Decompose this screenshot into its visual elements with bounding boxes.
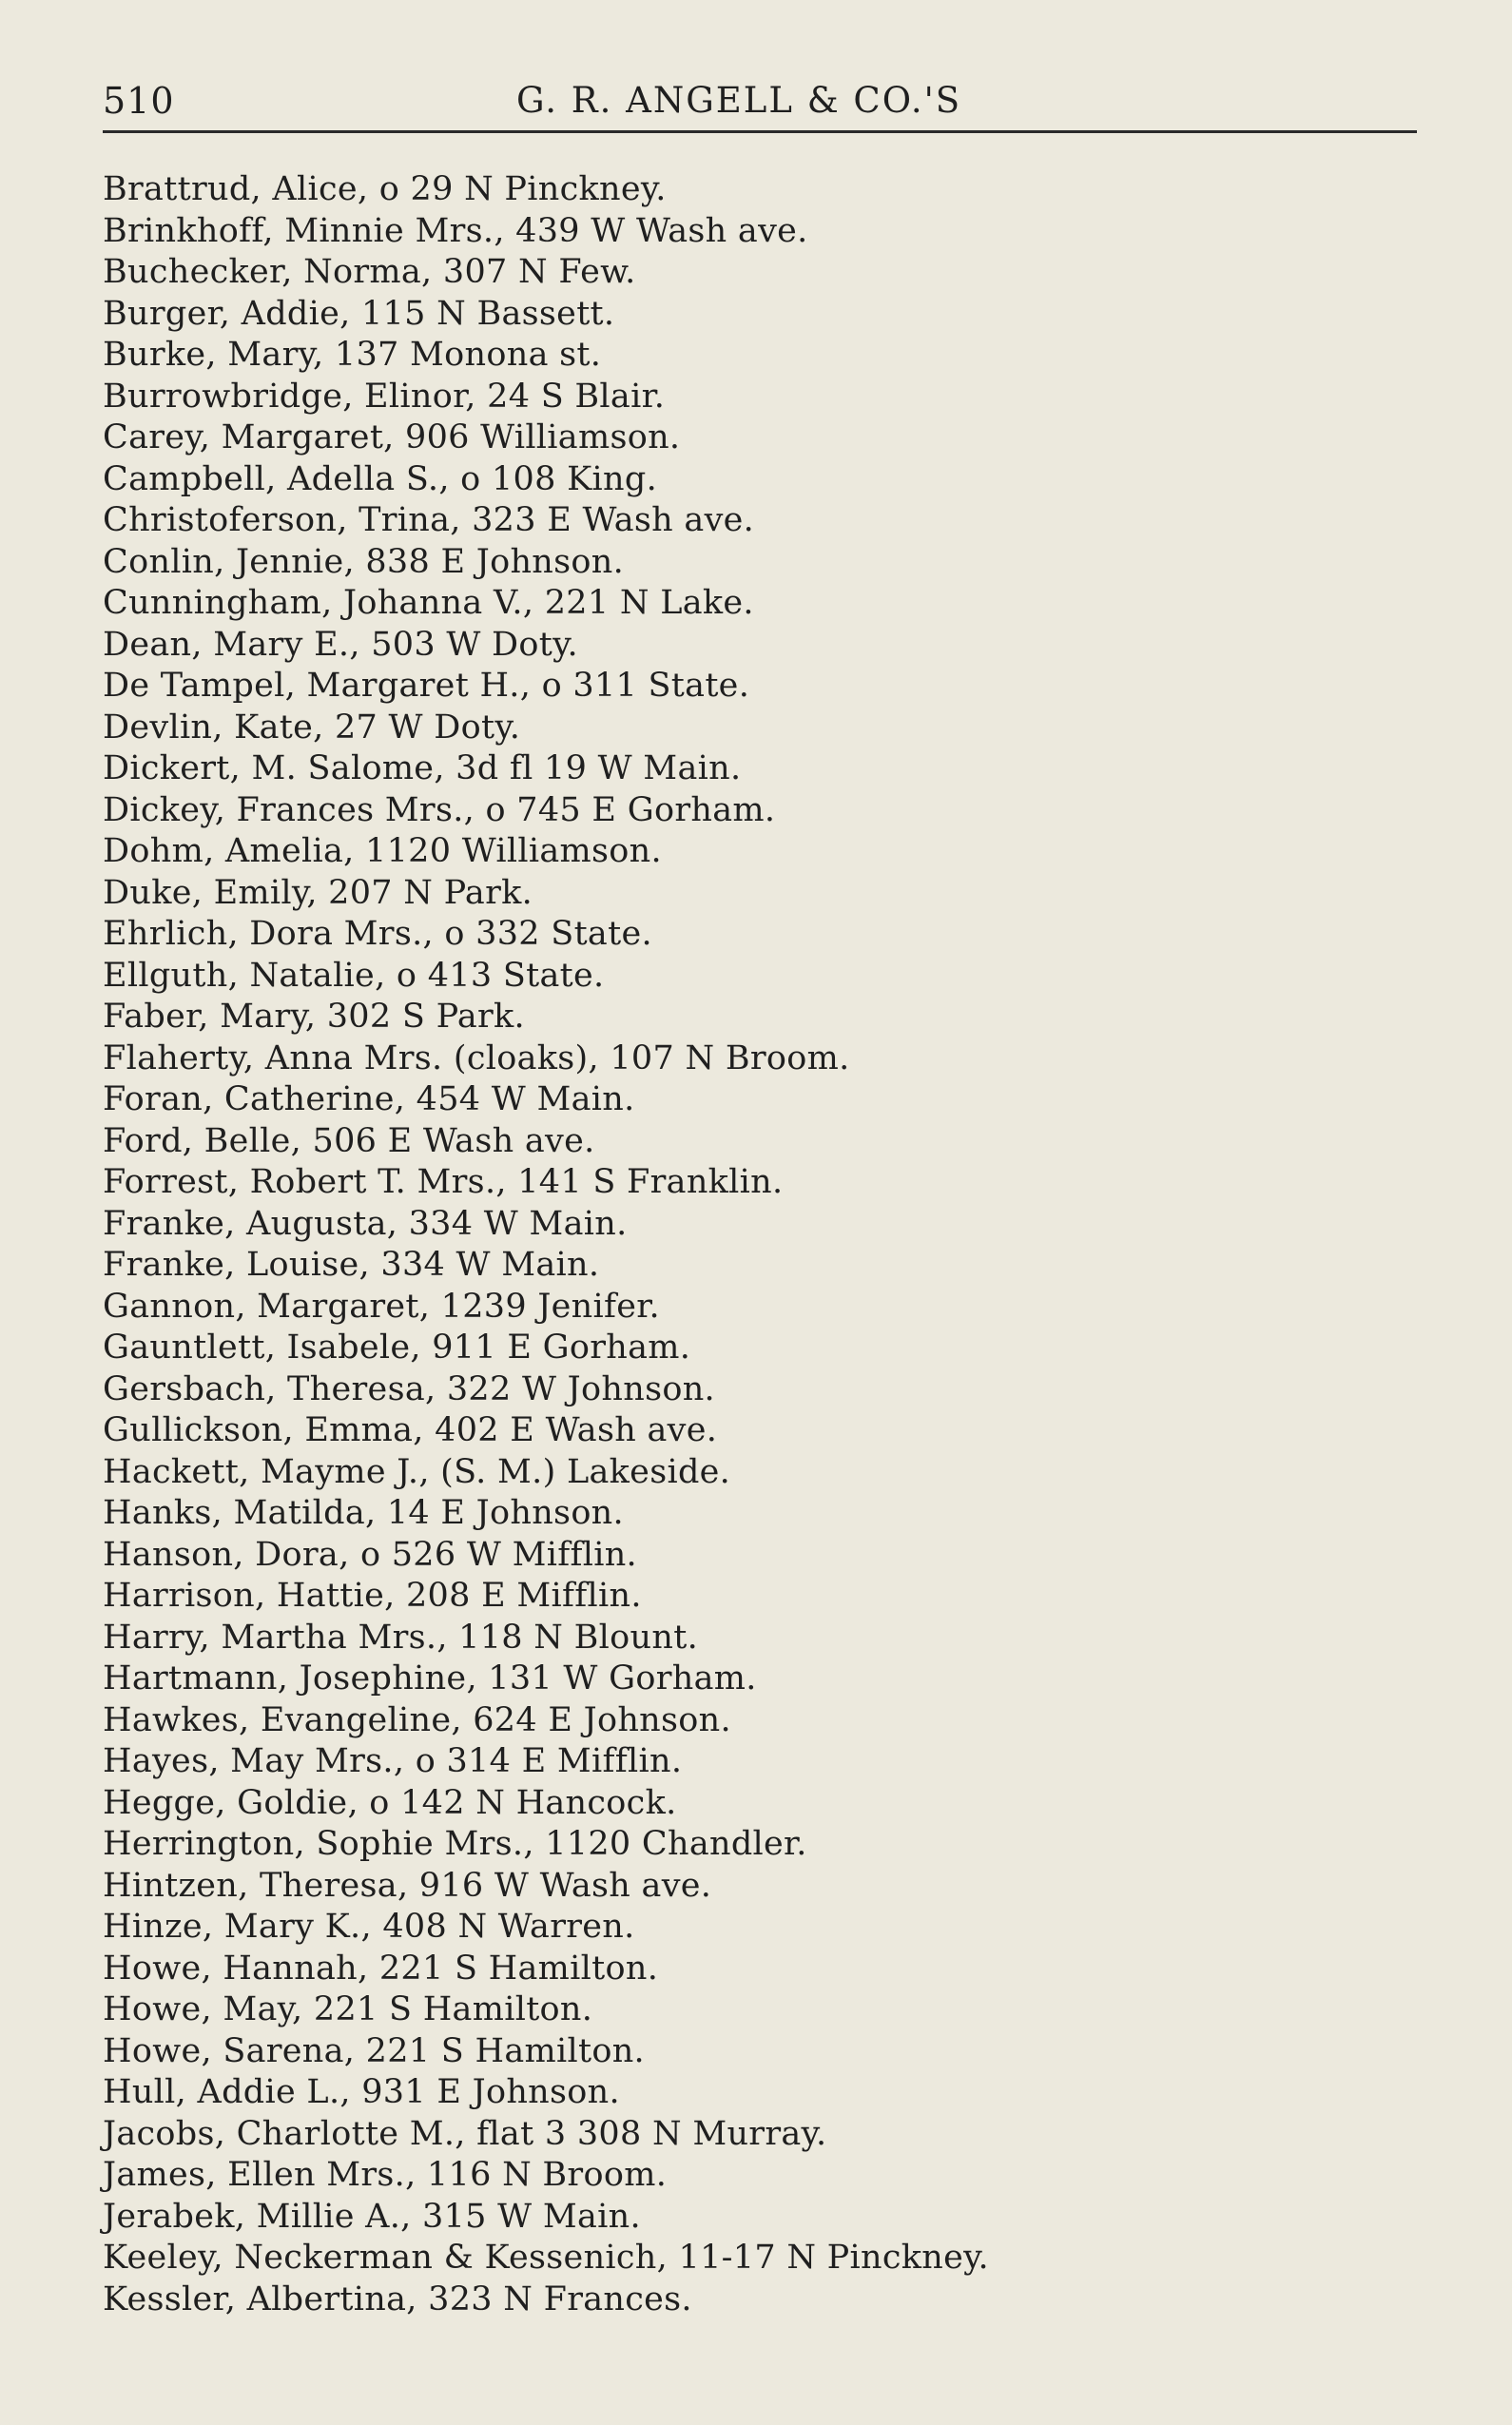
directory-entry: Faber, Mary, 302 S Park. (103, 998, 525, 1036)
directory-entry: Hull, Addie L., 931 E Johnson. (103, 2073, 620, 2111)
directory-entry: Devlin, Kate, 27 W Doty. (103, 708, 521, 747)
directory-entry: Howe, Hannah, 221 S Hamilton. (103, 1949, 659, 1988)
directory-entry: Hanson, Dora, o 526 W Mifflin. (103, 1535, 637, 1574)
header-rule (103, 130, 1417, 133)
directory-entry: Dohm, Amelia, 1120 Williamson. (103, 832, 662, 870)
directory-entry: Hackett, Mayme J., (S. M.) Lakeside. (103, 1452, 731, 1491)
directory-entry: Duke, Emily, 207 N Park. (103, 873, 533, 912)
directory-entry: Ellguth, Natalie, o 413 State. (103, 956, 605, 995)
directory-entry: Flaherty, Anna Mrs. (cloaks), 107 N Broom. (103, 1038, 850, 1077)
directory-entry: Ford, Belle, 506 E Wash ave. (103, 1121, 595, 1160)
directory-entry: Gullickson, Emma, 402 E Wash ave. (103, 1411, 718, 1449)
directory-entry: Foran, Catherine, 454 W Main. (103, 1080, 635, 1118)
directory-entry: Forrest, Robert T. Mrs., 141 S Franklin. (103, 1163, 784, 1201)
directory-entry: Burger, Addie, 115 N Bassett. (103, 294, 615, 333)
directory-entry: Dickey, Frances Mrs., o 745 E Gorham. (103, 790, 776, 829)
directory-entry: Franke, Augusta, 334 W Main. (103, 1204, 628, 1243)
directory-entry: Howe, Sarena, 221 S Hamilton. (103, 2031, 645, 2070)
directory-entry: Hintzen, Theresa, 916 W Wash ave. (103, 1866, 712, 1905)
directory-entry: Gauntlett, Isabele, 911 E Gorham. (103, 1329, 691, 1367)
directory-entry: Conlin, Jennie, 838 E Johnson. (103, 542, 625, 581)
directory-entry: Burrowbridge, Elinor, 24 S Blair. (103, 377, 666, 416)
directory-entry: Brinkhoff, Minnie Mrs., 439 W Wash ave. (103, 211, 808, 250)
running-title: G. R. ANGELL & CO.'S (516, 80, 962, 121)
directory-entry: Howe, May, 221 S Hamilton. (103, 1990, 593, 2028)
directory-entry: Ehrlich, Dora Mrs., o 332 State. (103, 915, 652, 953)
directory-entry: Keeley, Neckerman & Kessenich, 11-17 N Pinckney. (103, 2239, 989, 2277)
directory-entry: Franke, Louise, 334 W Main. (103, 1246, 600, 1284)
directory-entry: Dean, Mary E., 503 W Doty. (103, 625, 578, 664)
directory-entries (103, 169, 1482, 2320)
directory-entry: Cunningham, Johanna V., 221 N Lake. (103, 584, 754, 622)
directory-entry: Christoferson, Trina, 323 E Wash ave. (103, 501, 755, 539)
directory-entry: Gersbach, Theresa, 322 W Johnson. (103, 1369, 715, 1408)
directory-entry: Dickert, M. Salome, 3d fl 19 W Main. (103, 749, 742, 787)
directory-entry: Burke, Mary, 137 Monona st. (103, 336, 602, 374)
directory-entry: De Tampel, Margaret H., o 311 State. (103, 667, 750, 705)
page-header (103, 76, 1417, 126)
directory-entry: Carey, Margaret, 906 Williamson. (103, 418, 681, 456)
directory-entry: Gannon, Margaret, 1239 Jenifer. (103, 1287, 660, 1326)
directory-entry: Hayes, May Mrs., o 314 E Mifflin. (103, 1742, 683, 1780)
directory-entry: Buchecker, Norma, 307 N Few. (103, 253, 636, 291)
directory-entry: Hawkes, Evangeline, 624 E Johnson. (103, 1700, 731, 1739)
directory-entry: Hartmann, Josephine, 131 W Gorham. (103, 1659, 757, 1698)
page-number: 510 (103, 80, 175, 122)
directory-entry: Jerabek, Millie A., 315 W Main. (103, 2197, 641, 2236)
directory-entry: Harrison, Hattie, 208 E Mifflin. (103, 1577, 642, 1615)
directory-entry: Jacobs, Charlotte M., flat 3 308 N Murray. (103, 2114, 827, 2153)
directory-entry: James, Ellen Mrs., 116 N Broom. (103, 2156, 668, 2194)
directory-entry: Kessler, Albertina, 323 N Frances. (103, 2280, 692, 2318)
directory-entry: Hanks, Matilda, 14 E Johnson. (103, 1494, 624, 1532)
directory-entry: Herrington, Sophie Mrs., 1120 Chandler. (103, 1825, 807, 1863)
directory-entry: Hinze, Mary K., 408 N Warren. (103, 1908, 635, 1946)
directory-entry: Brattrud, Alice, o 29 N Pinckney. (103, 170, 667, 208)
directory-entry: Hegge, Goldie, o 142 N Hancock. (103, 1783, 677, 1822)
directory-entry: Campbell, Adella S., o 108 King. (103, 459, 658, 498)
directory-entry: Harry, Martha Mrs., 118 N Blount. (103, 1618, 699, 1657)
